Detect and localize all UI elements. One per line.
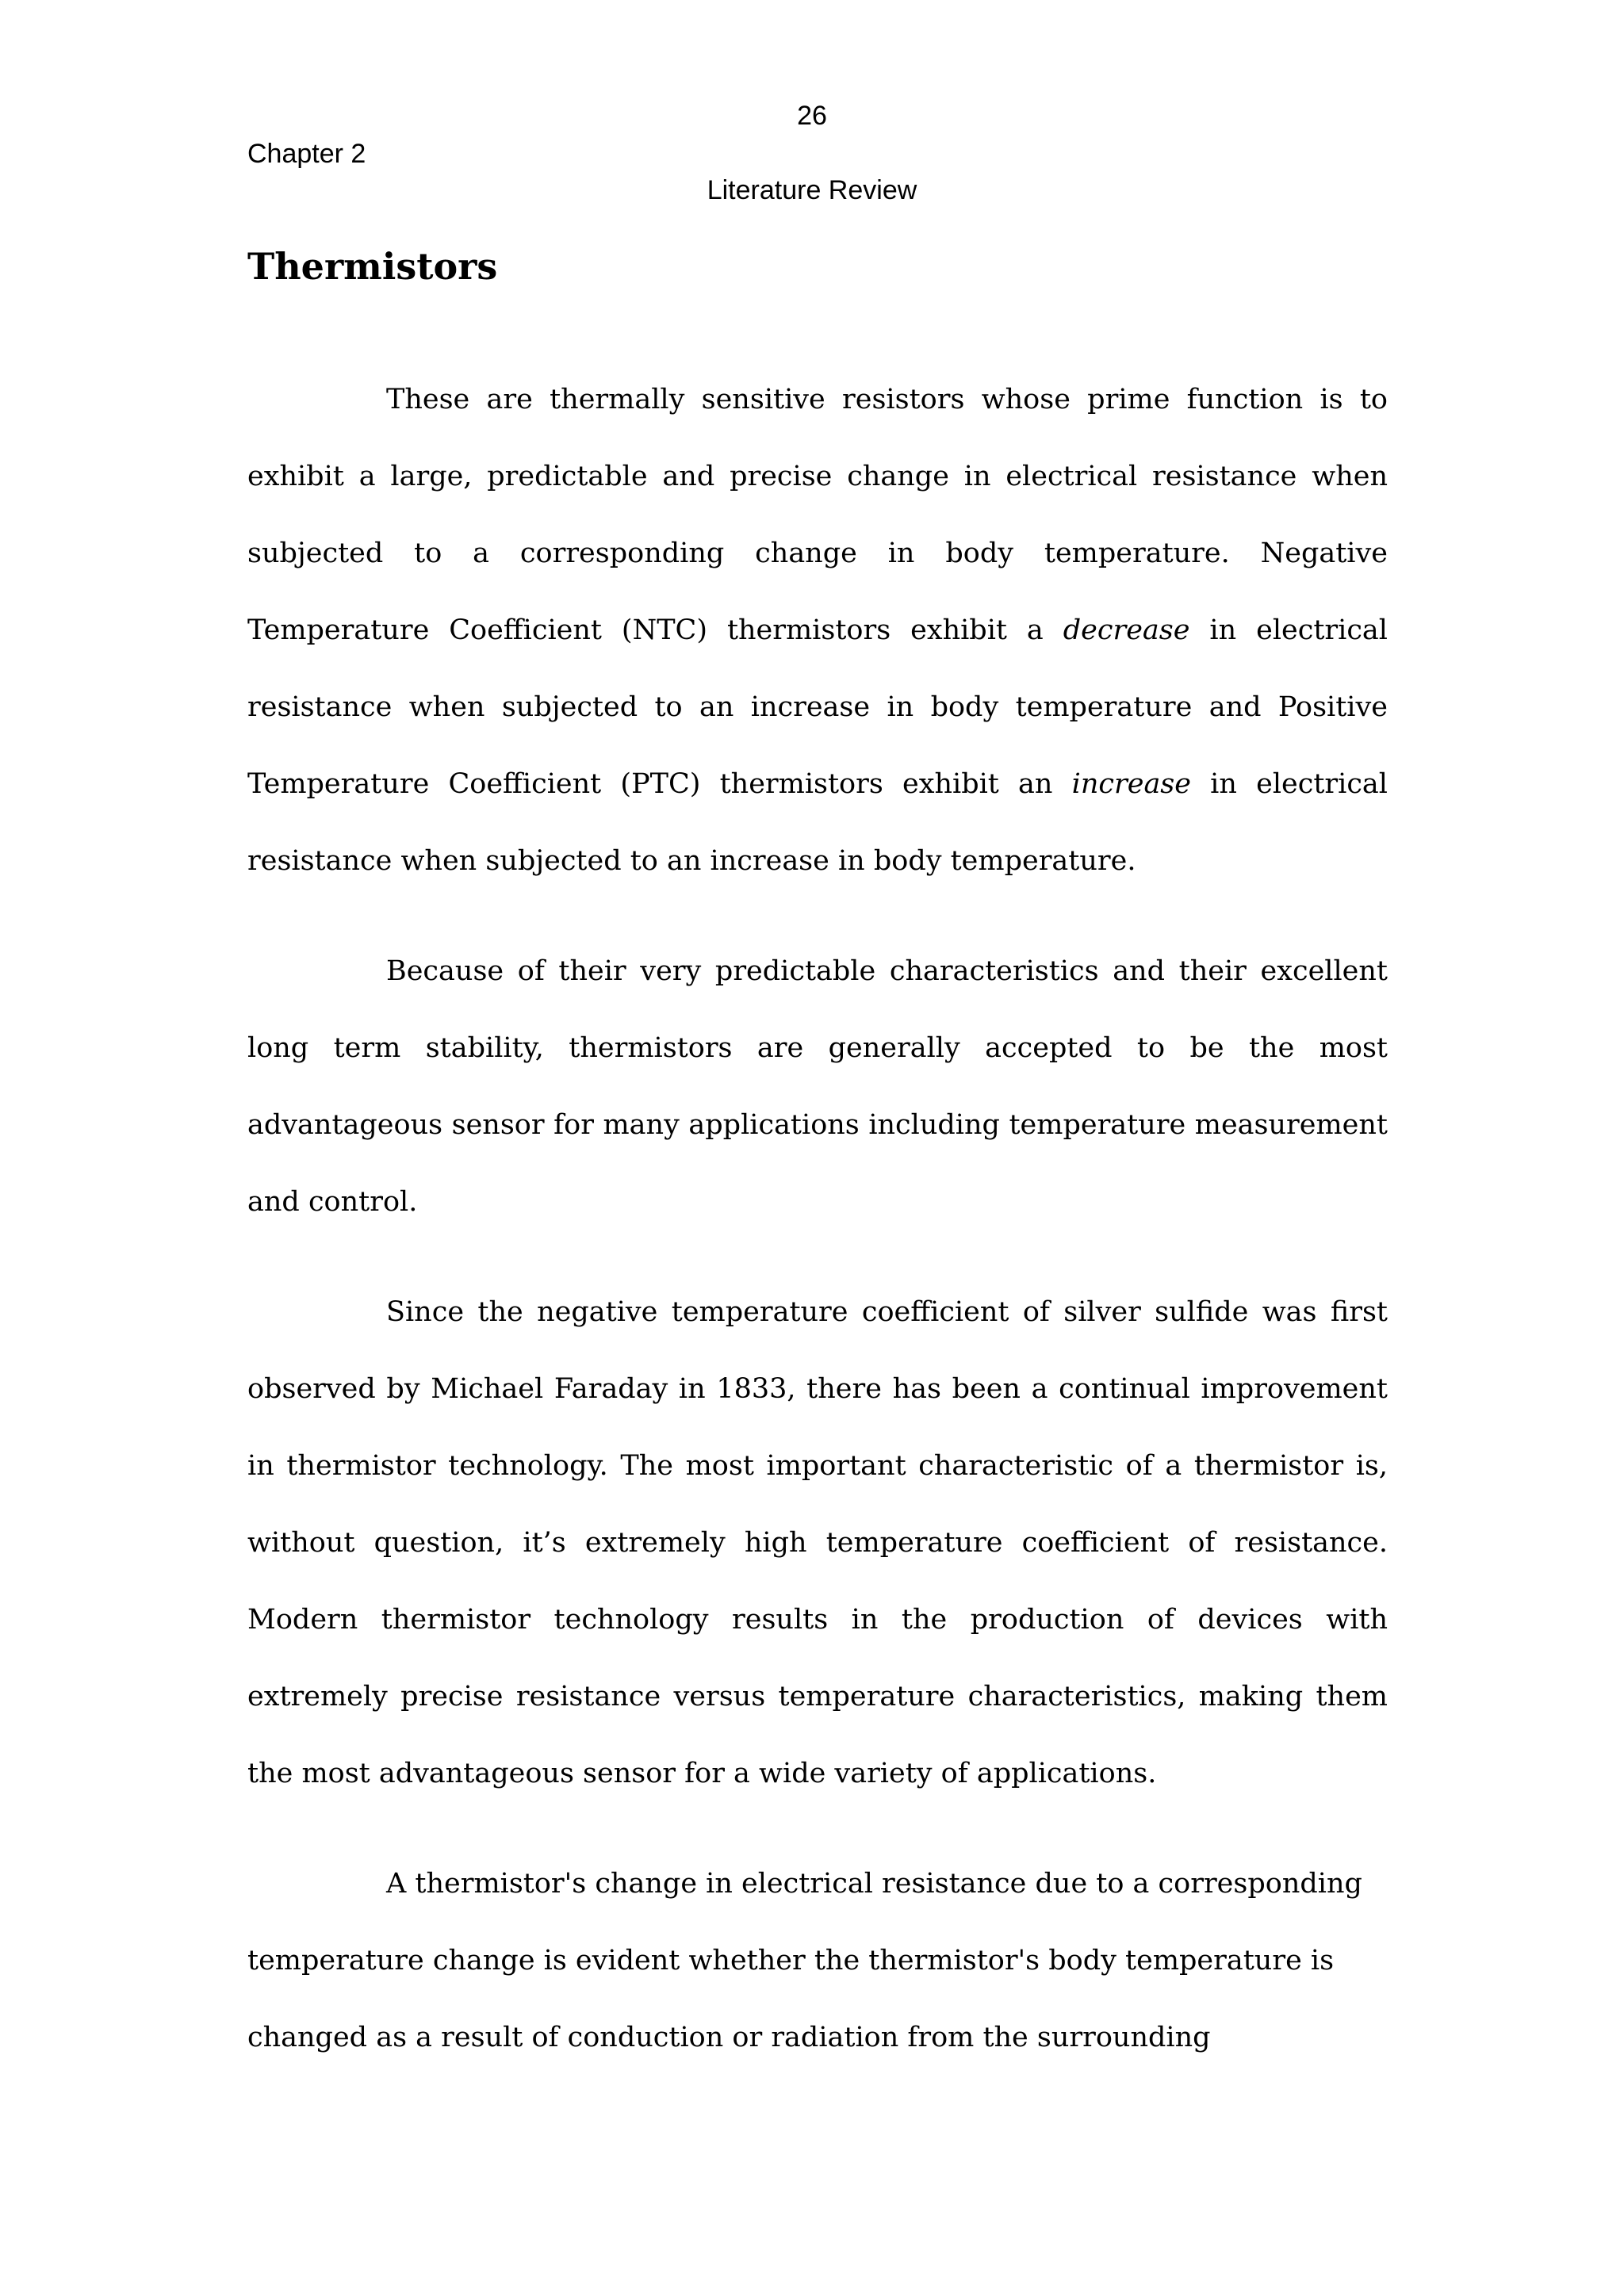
body-text [247,362,1388,2110]
section-label: Literature Review [707,175,917,205]
paragraph-3: Since the negative temperature coefficient of silver sulfide was first observed by Michael Faraday in 1833, there has been a continual improvement in thermistor technology. The most important characteristic of a thermistor is, without question, it’s extremely high temperature coefficient of resistance. Modern thermistor technology results in the production of devices with extremely precise resistance versus temperature characteristics, making them the most advantageous sensor for a wide variety of applications. [247,1296,1388,1789]
section-heading: Thermistors [247,245,498,288]
chapter-label: Chapter 2 [247,139,366,169]
paragraph-4: A thermistor's change in electrical resistance due to a corresponding temperature change is evident whether the thermistor's body temperature is changed as a result of conduction or radiation from the surrounding [247,1868,1362,2053]
paragraph-1-text-b: in electrical resistance when subjected to an increase in body temperature and Positive Temperature Coefficient (PTC) thermistors exhibit an [247,614,1388,800]
paragraph-1-emphasis-increase: increase [1071,768,1191,800]
paragraph-1-text-c: in electrical resistance when subjected to an increase in body temperature. [247,768,1388,877]
paragraph-2: Because of their very predictable characteristics and their excellent long term stability, thermistors are generally accepted to be the most advantageous sensor for many applications including temperature measurement and control. [247,955,1388,1218]
paragraph-1 [247,362,1388,900]
paragraph-1-emphasis-decrease: decrease [1063,614,1190,646]
page-number: 26 [797,101,827,131]
paragraph-1-text-a: These are thermally sensitive resistors whose prime function is to exhibit a large, predictable and precise change in electrical resistance when subjected to a corresponding change in body temperature. Negative Temperature Coefficient (NTC) thermistors exhibit a [247,384,1388,646]
